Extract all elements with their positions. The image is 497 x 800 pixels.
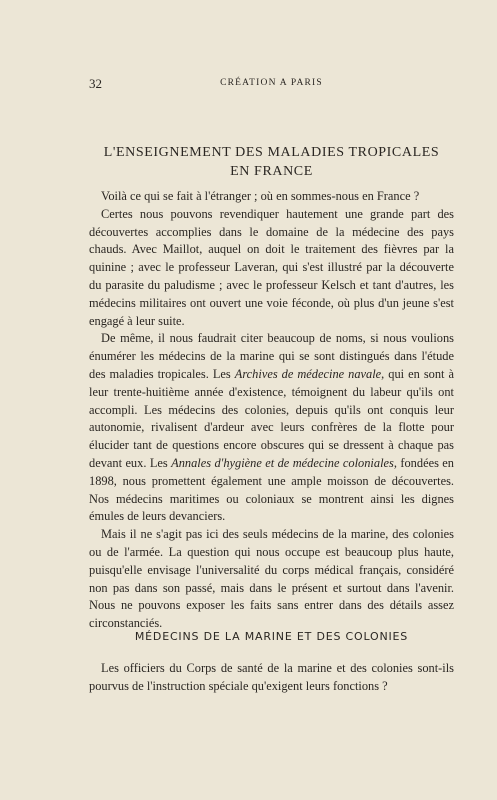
paragraph: Les officiers du Corps de santé de la marine et des colonies sont-ils pourvus de l'instruction spéciale qu'exigent leurs fonctions ? [89,661,454,693]
paragraph: Voilà ce qui se fait à l'étranger ; où en sommes-nous en France ? [101,189,420,203]
running-title: CRÉATION A PARIS [220,78,323,88]
journal-title: Annales d'hygiène et de médecine coloniales [171,455,394,470]
section-heading: MÉDECINS DE LA MARINE ET DES COLONIES [134,630,409,643]
chapter-heading-line-2: EN FRANCE [230,164,313,179]
paragraph: Certes nous pouvons revendiquer hautement une grande part des découvertes accomplies dans le domaine de la médecine des pays chauds. Avec Maillot, auquel on doit le traitement des fièvres par la quinine ; avec le professeur Laveran, qui s'est illustré par la découverte du parasite du paludisme ; avec le professeur Kelsch et tant d'autres, les médecins militaires ont ouvert une voie féconde, où plus d'un jeune s'est engagé à leur suite. [89,206,454,328]
text-run: , qui en sont à leur trente-huitième année d'existence, témoignent du labeur qu'ils ont accompli. Les médecins des colonies, depuis qu'ils ont conquis leur autonomie, rivalisent d'ardeur avec leurs confrères de la flotte pour élucider tant de questions encore obscures qui se dressent à chaque pas devant eux. Les [89,366,454,470]
page-number: 32 [89,76,102,91]
section-body-text [89,660,454,696]
journal-title: Archives de médecine navale [234,366,382,381]
running-header [89,76,454,92]
chapter-heading-line-1: L'ENSEIGNEMENT DES MALADIES TROPICALES [103,145,440,160]
chapter-heading [89,143,454,181]
paragraph: Mais il ne s'agit pas ici des seuls médecins de la marine, des colonies ou de l'armée. La question qui nous occupe est beaucoup plus haute, puisqu'elle envisage l'universalité du corps médical français, considéré non pas dans son passé, mais dans le présent et surtout dans l'avenir. Nous ne pouvons exposer les faits sans entrer dans des détails assez circonstanciés. [89,527,454,631]
body-text [89,188,454,633]
text-run: , fondées en 1898, nous promettent également une ample moisson de découvertes. Nos médecins maritimes ou coloniaux se montrent ainsi les dignes émules de leurs devanciers. [89,455,454,524]
paragraph [89,330,454,526]
text-run: De même, il nous faudrait citer beaucoup de noms, si nous voulions énumérer les médecins de la marine qui se sont distingués dans l'étude des maladies tropicales. Les [89,331,454,381]
